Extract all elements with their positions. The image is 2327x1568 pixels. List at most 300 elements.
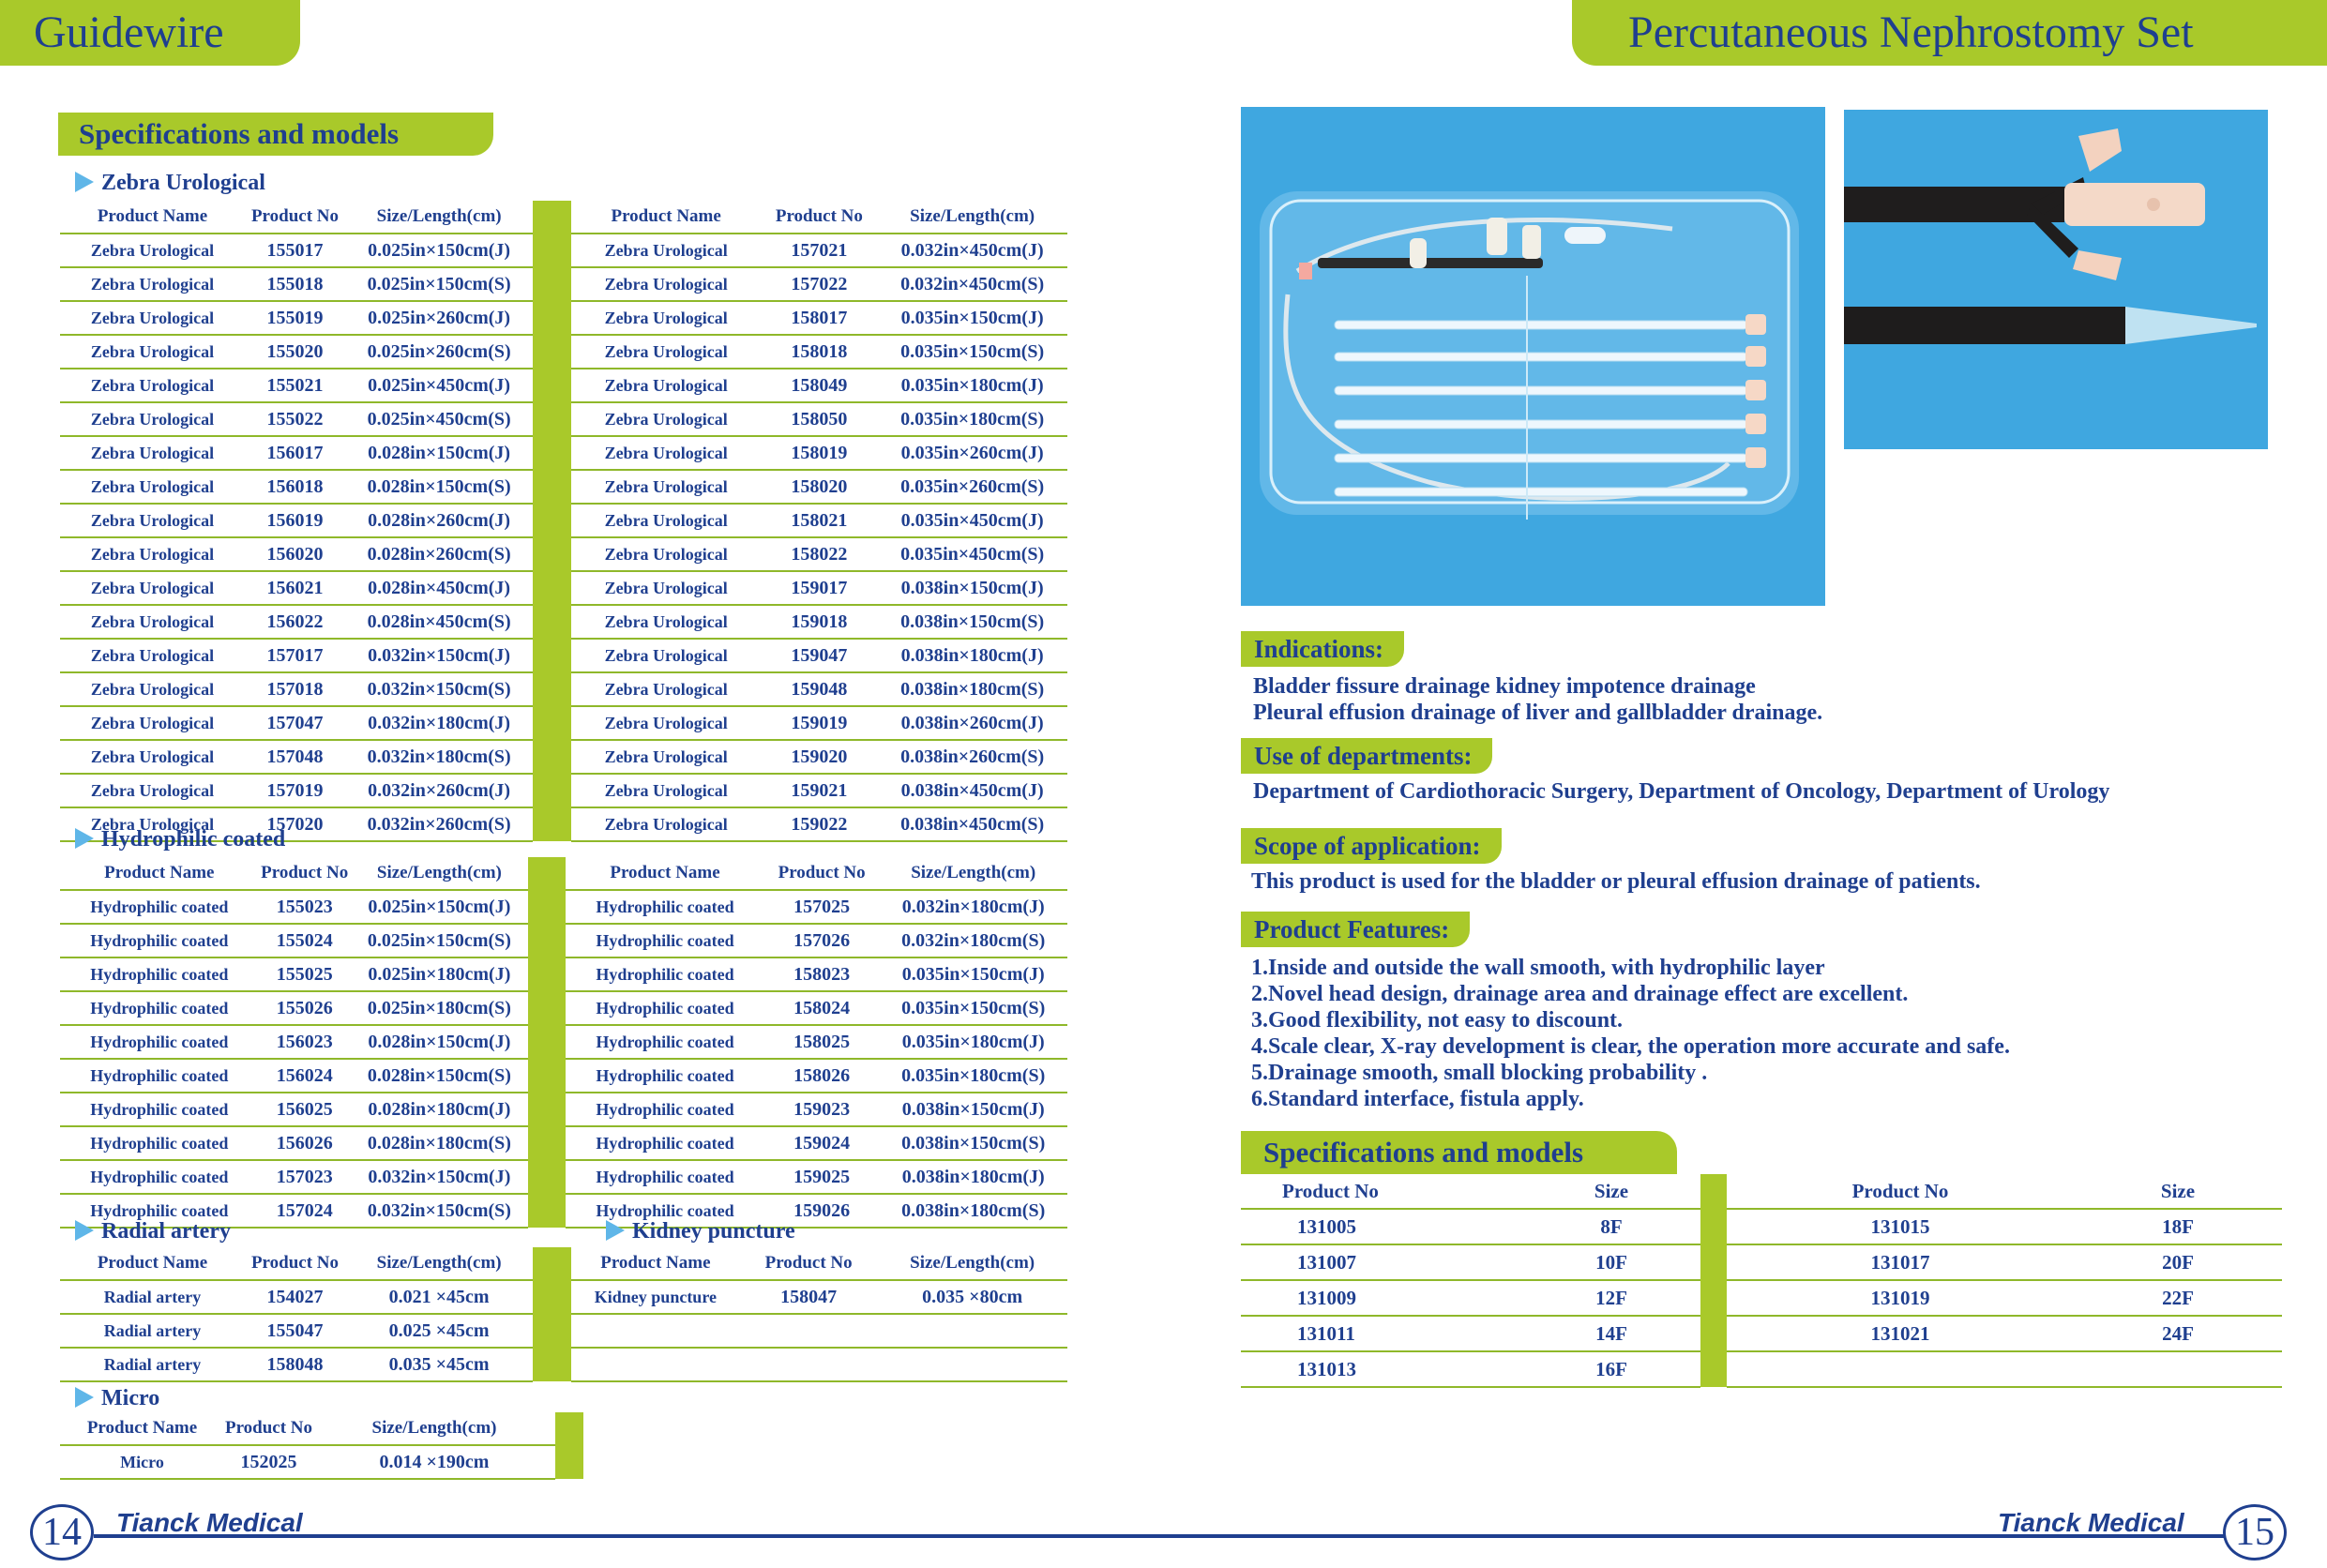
product-no-cell: 158017 bbox=[761, 301, 877, 335]
indication-line: Pleural effusion drainage of liver and gallbladder drainage. bbox=[1253, 701, 1823, 725]
table-row bbox=[60, 672, 1067, 706]
green-divider bbox=[528, 857, 566, 890]
table-row bbox=[60, 301, 1067, 335]
product-no-cell: 131013 bbox=[1241, 1351, 1522, 1387]
size-cell: 0.038in×150cm(J) bbox=[879, 1093, 1067, 1126]
header-product-no: Product No bbox=[1727, 1174, 2074, 1209]
product-no-cell: 131015 bbox=[1727, 1209, 2074, 1244]
product-no-cell: 156025 bbox=[259, 1093, 351, 1126]
green-divider bbox=[533, 807, 571, 841]
product-no-cell: 157047 bbox=[245, 706, 345, 740]
product-name-cell: Zebra Urological bbox=[60, 504, 245, 537]
product-no-cell: 157017 bbox=[245, 639, 345, 672]
green-divider bbox=[533, 1348, 571, 1381]
size-cell: 0.032in×450cm(J) bbox=[877, 234, 1067, 267]
green-divider bbox=[533, 605, 571, 639]
product-kit-illustration bbox=[1241, 107, 1825, 606]
table-row bbox=[60, 1059, 1067, 1093]
table-row bbox=[60, 957, 1067, 991]
header-size: Size/Length(cm) bbox=[877, 1247, 1067, 1280]
product-no-cell: 159026 bbox=[764, 1194, 880, 1228]
product-name-cell: Hydrophilic coated bbox=[60, 1160, 259, 1194]
size-cell: 0.032in×150cm(S) bbox=[345, 672, 533, 706]
size-cell: 0.028in×180cm(J) bbox=[351, 1093, 528, 1126]
triangle-bullet-icon bbox=[75, 828, 94, 849]
product-no-cell: 157048 bbox=[245, 740, 345, 774]
product-name-cell: Hydrophilic coated bbox=[566, 1160, 764, 1194]
table-row bbox=[60, 504, 1067, 537]
product-no-cell: 155019 bbox=[245, 301, 345, 335]
product-no-cell: 159025 bbox=[764, 1160, 880, 1194]
header-product-no: Product No bbox=[764, 857, 880, 890]
zebra-subheading: Zebra Urological bbox=[75, 171, 265, 196]
table-header-row bbox=[60, 201, 1067, 234]
product-name-cell: Zebra Urological bbox=[60, 740, 245, 774]
header-product-no: Product No bbox=[245, 1247, 345, 1280]
product-no-cell: 157026 bbox=[764, 924, 880, 957]
product-no-cell: 159023 bbox=[764, 1093, 880, 1126]
product-no-cell: 157018 bbox=[245, 672, 345, 706]
header-product-no: Product No bbox=[761, 201, 877, 234]
size-cell: 20F bbox=[2074, 1244, 2282, 1280]
product-name-cell: Micro bbox=[60, 1445, 224, 1479]
green-divider bbox=[1700, 1280, 1727, 1316]
size-cell: 12F bbox=[1522, 1280, 1700, 1316]
green-divider bbox=[528, 1194, 566, 1228]
size-cell: 0.025in×180cm(S) bbox=[351, 991, 528, 1025]
size-cell: 0.038in×180cm(J) bbox=[879, 1160, 1067, 1194]
size-cell: 0.032in×180cm(S) bbox=[345, 740, 533, 774]
size-cell: 10F bbox=[1522, 1244, 1700, 1280]
departments-text: Department of Cardiothoracic Surgery, Department of Oncology, Department of Urology bbox=[1253, 779, 2110, 804]
size-cell: 0.025in×180cm(J) bbox=[351, 957, 528, 991]
triangle-bullet-icon bbox=[606, 1220, 625, 1241]
green-divider bbox=[555, 1412, 583, 1445]
size-cell: 8F bbox=[1522, 1209, 1700, 1244]
table-row bbox=[60, 1160, 1067, 1194]
table-row bbox=[60, 924, 1067, 957]
brand-left: Tianck Medical bbox=[116, 1508, 303, 1537]
table-row bbox=[60, 1348, 1067, 1381]
product-no-cell: 159021 bbox=[761, 774, 877, 807]
green-divider bbox=[533, 267, 571, 301]
table-row bbox=[60, 402, 1067, 436]
product-name-cell: Zebra Urological bbox=[571, 335, 762, 369]
green-divider bbox=[533, 639, 571, 672]
product-no-cell bbox=[740, 1348, 877, 1381]
product-no-cell: 158024 bbox=[764, 991, 880, 1025]
green-divider bbox=[533, 234, 571, 267]
size-cell: 0.014 ×190cm bbox=[313, 1445, 555, 1479]
green-divider bbox=[528, 1059, 566, 1093]
micro-subheading: Micro bbox=[75, 1386, 159, 1411]
header-product-no: Product No bbox=[740, 1247, 877, 1280]
product-no-cell: 159022 bbox=[761, 807, 877, 841]
size-cell: 0.028in×150cm(S) bbox=[345, 470, 533, 504]
table-row bbox=[60, 1280, 1067, 1314]
header-product-name: Product Name bbox=[571, 201, 762, 234]
header-size: Size/Length(cm) bbox=[877, 201, 1067, 234]
product-no-cell: 159047 bbox=[761, 639, 877, 672]
green-divider bbox=[1700, 1244, 1727, 1280]
product-name-cell: Hydrophilic coated bbox=[60, 1025, 259, 1059]
table-row bbox=[60, 740, 1067, 774]
size-cell: 0.035 ×45cm bbox=[345, 1348, 533, 1381]
product-name-cell: Zebra Urological bbox=[571, 537, 762, 571]
table-row bbox=[60, 470, 1067, 504]
product-name-cell: Hydrophilic coated bbox=[60, 1059, 259, 1093]
size-cell: 0.035in×180cm(S) bbox=[879, 1059, 1067, 1093]
size-cell: 0.025in×150cm(J) bbox=[351, 890, 528, 924]
product-name-cell: Zebra Urological bbox=[571, 740, 762, 774]
size-cell: 0.035in×180cm(J) bbox=[877, 369, 1067, 402]
size-cell: 0.035in×180cm(S) bbox=[877, 402, 1067, 436]
nephrostomy-spec-table bbox=[1241, 1174, 2282, 1388]
product-no-cell: 155026 bbox=[259, 991, 351, 1025]
product-name-cell: Hydrophilic coated bbox=[60, 924, 259, 957]
header-product-name: Product Name bbox=[566, 857, 764, 890]
green-divider bbox=[533, 436, 571, 470]
green-divider bbox=[528, 1160, 566, 1194]
product-name-cell: Zebra Urological bbox=[571, 504, 762, 537]
size-cell: 0.028in×150cm(J) bbox=[345, 436, 533, 470]
page-number-left: 14 bbox=[30, 1504, 94, 1560]
product-name-cell: Radial artery bbox=[60, 1314, 245, 1348]
product-name-cell: Zebra Urological bbox=[571, 672, 762, 706]
product-name-cell: Zebra Urological bbox=[60, 267, 245, 301]
product-no-cell: 155021 bbox=[245, 369, 345, 402]
feature-item: 1.Inside and outside the wall smooth, with hydrophilic layer bbox=[1251, 956, 1825, 980]
product-no-cell: 157023 bbox=[259, 1160, 351, 1194]
triangle-bullet-icon bbox=[75, 172, 94, 192]
table-row bbox=[60, 571, 1067, 605]
brand-right: Tianck Medical bbox=[1998, 1508, 2184, 1537]
size-cell: 0.028in×150cm(S) bbox=[351, 1059, 528, 1093]
size-cell: 0.025in×150cm(S) bbox=[345, 267, 533, 301]
table-row bbox=[60, 991, 1067, 1025]
size-cell: 0.021 ×45cm bbox=[345, 1280, 533, 1314]
right-section-title: Specifications and models bbox=[1241, 1131, 1677, 1174]
size-cell: 0.035in×150cm(S) bbox=[879, 991, 1067, 1025]
size-cell: 0.038in×260cm(S) bbox=[877, 740, 1067, 774]
product-no-cell: 159020 bbox=[761, 740, 877, 774]
header-size: Size/Length(cm) bbox=[345, 1247, 533, 1280]
green-divider bbox=[1700, 1209, 1727, 1244]
table-row bbox=[60, 1126, 1067, 1160]
product-no-cell: 158021 bbox=[761, 504, 877, 537]
product-name-cell: Zebra Urological bbox=[571, 267, 762, 301]
kidney-subheading: Kidney puncture bbox=[606, 1219, 795, 1244]
green-divider bbox=[533, 369, 571, 402]
product-no-cell: 157019 bbox=[245, 774, 345, 807]
product-no-cell: 155023 bbox=[259, 890, 351, 924]
product-name-cell: Zebra Urological bbox=[60, 605, 245, 639]
feature-item: 2.Novel head design, drainage area and drainage effect are excellent. bbox=[1251, 982, 1909, 1006]
size-cell: 14F bbox=[1522, 1316, 1700, 1351]
product-kit-photo bbox=[1241, 107, 1825, 606]
product-name-cell: Zebra Urological bbox=[571, 605, 762, 639]
size-cell: 0.032in×150cm(S) bbox=[351, 1194, 528, 1228]
product-no-cell: 158023 bbox=[764, 957, 880, 991]
product-name-cell: Kidney puncture bbox=[571, 1280, 740, 1314]
product-no-cell: 158025 bbox=[764, 1025, 880, 1059]
green-divider bbox=[533, 1247, 571, 1280]
size-cell: 0.035in×260cm(J) bbox=[877, 436, 1067, 470]
feature-item: 4.Scale clear, X-ray development is clear, the operation more accurate and safe. bbox=[1251, 1034, 2010, 1059]
product-name-cell: Zebra Urological bbox=[571, 234, 762, 267]
product-name-cell: Zebra Urological bbox=[60, 571, 245, 605]
product-no-cell: 156026 bbox=[259, 1126, 351, 1160]
product-no-cell: 159019 bbox=[761, 706, 877, 740]
product-no-cell: 158020 bbox=[761, 470, 877, 504]
radial-subheading: Radial artery bbox=[75, 1219, 231, 1244]
green-divider bbox=[533, 201, 571, 234]
product-no-cell: 155018 bbox=[245, 267, 345, 301]
green-divider bbox=[533, 571, 571, 605]
size-cell: 0.032in×180cm(J) bbox=[879, 890, 1067, 924]
size-cell: 0.032in×150cm(J) bbox=[351, 1160, 528, 1194]
product-no-cell: 158022 bbox=[761, 537, 877, 571]
size-cell bbox=[877, 1314, 1067, 1348]
catheter-closeup-illustration bbox=[1844, 110, 2268, 449]
product-name-cell: Zebra Urological bbox=[60, 301, 245, 335]
product-no-cell: 131019 bbox=[1727, 1280, 2074, 1316]
product-name-cell: Radial artery bbox=[60, 1280, 245, 1314]
size-cell: 0.035in×450cm(J) bbox=[877, 504, 1067, 537]
product-name-cell: Hydrophilic coated bbox=[566, 890, 764, 924]
green-divider bbox=[533, 537, 571, 571]
product-no-cell: 157022 bbox=[761, 267, 877, 301]
size-cell bbox=[2074, 1351, 2282, 1387]
size-cell: 0.035in×180cm(J) bbox=[879, 1025, 1067, 1059]
size-cell: 0.038in×150cm(S) bbox=[877, 605, 1067, 639]
product-name-cell: Zebra Urological bbox=[60, 672, 245, 706]
size-cell: 0.032in×450cm(S) bbox=[877, 267, 1067, 301]
product-name-cell: Zebra Urological bbox=[60, 706, 245, 740]
product-name-cell: Hydrophilic coated bbox=[566, 1059, 764, 1093]
product-no-cell: 155022 bbox=[245, 402, 345, 436]
green-divider bbox=[528, 924, 566, 957]
product-name-cell: Zebra Urological bbox=[60, 774, 245, 807]
product-name-cell: Zebra Urological bbox=[60, 234, 245, 267]
product-name-cell: Hydrophilic coated bbox=[566, 1025, 764, 1059]
green-divider bbox=[533, 774, 571, 807]
scope-title: Scope of application: bbox=[1241, 828, 1502, 864]
product-no-cell: 157024 bbox=[259, 1194, 351, 1228]
size-cell: 0.028in×150cm(J) bbox=[351, 1025, 528, 1059]
size-cell bbox=[877, 1348, 1067, 1381]
size-cell: 0.035in×150cm(J) bbox=[879, 957, 1067, 991]
header-product-name: Product Name bbox=[60, 1247, 245, 1280]
size-cell: 0.025in×450cm(S) bbox=[345, 402, 533, 436]
page-number-right: 15 bbox=[2223, 1504, 2287, 1560]
product-no-cell: 131021 bbox=[1727, 1316, 2074, 1351]
product-no-cell: 158047 bbox=[740, 1280, 877, 1314]
product-name-cell: Zebra Urological bbox=[571, 402, 762, 436]
product-name-cell: Zebra Urological bbox=[60, 807, 245, 841]
size-cell: 0.032in×180cm(S) bbox=[879, 924, 1067, 957]
table-row bbox=[1241, 1209, 2282, 1244]
table-row bbox=[60, 639, 1067, 672]
green-divider bbox=[533, 740, 571, 774]
green-divider bbox=[533, 335, 571, 369]
size-cell: 24F bbox=[2074, 1316, 2282, 1351]
table-header-row bbox=[60, 1247, 1067, 1280]
header-product-name: Product Name bbox=[571, 1247, 740, 1280]
product-no-cell: 158049 bbox=[761, 369, 877, 402]
green-divider bbox=[1700, 1316, 1727, 1351]
product-name-cell: Hydrophilic coated bbox=[60, 1126, 259, 1160]
product-name-cell: Hydrophilic coated bbox=[566, 1126, 764, 1160]
size-cell: 0.025in×150cm(J) bbox=[345, 234, 533, 267]
indications-text bbox=[1253, 673, 1822, 726]
product-name-cell: Zebra Urological bbox=[571, 706, 762, 740]
green-divider bbox=[533, 504, 571, 537]
size-cell: 0.038in×450cm(S) bbox=[877, 807, 1067, 841]
footer-rule bbox=[94, 1534, 2232, 1538]
product-name-cell: Hydrophilic coated bbox=[60, 957, 259, 991]
size-cell: 0.025in×150cm(S) bbox=[351, 924, 528, 957]
size-cell: 0.025in×450cm(J) bbox=[345, 369, 533, 402]
table-row bbox=[60, 537, 1067, 571]
product-name-cell: Zebra Urological bbox=[60, 436, 245, 470]
table-row bbox=[60, 1314, 1067, 1348]
green-divider bbox=[528, 1025, 566, 1059]
product-no-cell: 131011 bbox=[1241, 1316, 1522, 1351]
table-row bbox=[60, 605, 1067, 639]
feature-item: 5.Drainage smooth, small blocking probability . bbox=[1251, 1061, 1708, 1085]
product-name-cell: Zebra Urological bbox=[60, 537, 245, 571]
size-cell: 0.038in×180cm(S) bbox=[879, 1194, 1067, 1228]
product-name-cell: Hydrophilic coated bbox=[566, 924, 764, 957]
radial-kidney-spec-table bbox=[60, 1247, 1067, 1382]
indications-title: Indications: bbox=[1241, 631, 1404, 667]
size-cell: 0.035in×150cm(S) bbox=[877, 335, 1067, 369]
green-divider bbox=[528, 890, 566, 924]
product-name-cell: Zebra Urological bbox=[60, 470, 245, 504]
product-name-cell: Zebra Urological bbox=[60, 335, 245, 369]
product-no-cell: 154027 bbox=[245, 1280, 345, 1314]
product-name-cell: Zebra Urological bbox=[571, 436, 762, 470]
product-no-cell: 156017 bbox=[245, 436, 345, 470]
green-divider bbox=[533, 1314, 571, 1348]
product-no-cell: 158019 bbox=[761, 436, 877, 470]
table-row bbox=[60, 706, 1067, 740]
product-name-cell: Hydrophilic coated bbox=[566, 1194, 764, 1228]
product-no-cell: 159017 bbox=[761, 571, 877, 605]
product-no-cell: 156019 bbox=[245, 504, 345, 537]
green-divider bbox=[533, 706, 571, 740]
table-row bbox=[60, 267, 1067, 301]
product-no-cell: 131009 bbox=[1241, 1280, 1522, 1316]
product-no-cell: 158026 bbox=[764, 1059, 880, 1093]
table-row bbox=[1241, 1244, 2282, 1280]
size-cell: 0.025in×260cm(S) bbox=[345, 335, 533, 369]
product-no-cell: 156021 bbox=[245, 571, 345, 605]
product-no-cell: 159024 bbox=[764, 1126, 880, 1160]
product-no-cell: 158050 bbox=[761, 402, 877, 436]
product-no-cell: 156020 bbox=[245, 537, 345, 571]
scope-text: This product is used for the bladder or pleural effusion drainage of patients. bbox=[1251, 869, 1981, 894]
product-name-cell bbox=[571, 1348, 740, 1381]
green-divider bbox=[533, 672, 571, 706]
product-name-cell bbox=[571, 1314, 740, 1348]
size-cell: 0.032in×150cm(J) bbox=[345, 639, 533, 672]
table-row bbox=[60, 1025, 1067, 1059]
product-name-cell: Zebra Urological bbox=[571, 369, 762, 402]
header-size: Size bbox=[1522, 1174, 1700, 1209]
table-row bbox=[1241, 1316, 2282, 1351]
size-cell: 0.038in×150cm(J) bbox=[877, 571, 1067, 605]
table-row bbox=[60, 436, 1067, 470]
table-row bbox=[60, 369, 1067, 402]
size-cell: 0.028in×260cm(J) bbox=[345, 504, 533, 537]
product-no-cell: 156022 bbox=[245, 605, 345, 639]
size-cell: 0.028in×260cm(S) bbox=[345, 537, 533, 571]
product-name-cell: Zebra Urological bbox=[60, 639, 245, 672]
table-row bbox=[60, 234, 1067, 267]
catheter-closeup-photo bbox=[1844, 110, 2268, 449]
green-divider bbox=[533, 402, 571, 436]
header-size: Size/Length(cm) bbox=[879, 857, 1067, 890]
header-size: Size/Length(cm) bbox=[351, 857, 528, 890]
size-cell: 0.038in×150cm(S) bbox=[879, 1126, 1067, 1160]
product-no-cell: 155025 bbox=[259, 957, 351, 991]
size-cell: 22F bbox=[2074, 1280, 2282, 1316]
guidewire-banner: Guidewire bbox=[0, 0, 300, 66]
size-cell: 0.038in×180cm(S) bbox=[877, 672, 1067, 706]
product-name-cell: Zebra Urological bbox=[60, 402, 245, 436]
header-product-name: Product Name bbox=[60, 1412, 224, 1445]
header-product-no: Product No bbox=[1241, 1174, 1522, 1209]
product-no-cell: 155020 bbox=[245, 335, 345, 369]
product-no-cell: 131005 bbox=[1241, 1209, 1522, 1244]
product-no-cell: 158048 bbox=[245, 1348, 345, 1381]
triangle-bullet-icon bbox=[75, 1220, 94, 1241]
table-row bbox=[1241, 1351, 2282, 1387]
product-no-cell: 157025 bbox=[764, 890, 880, 924]
product-name-cell: Hydrophilic coated bbox=[566, 957, 764, 991]
features-list bbox=[1251, 955, 2010, 1112]
size-cell: 0.025in×260cm(J) bbox=[345, 301, 533, 335]
header-product-no: Product No bbox=[259, 857, 351, 890]
product-no-cell: 152025 bbox=[224, 1445, 313, 1479]
product-no-cell: 157021 bbox=[761, 234, 877, 267]
product-no-cell bbox=[1727, 1351, 2074, 1387]
table-row bbox=[60, 335, 1067, 369]
green-divider bbox=[555, 1445, 583, 1479]
green-divider bbox=[528, 957, 566, 991]
product-name-cell: Zebra Urological bbox=[571, 639, 762, 672]
micro-spec-table bbox=[60, 1412, 583, 1480]
table-header-row bbox=[60, 857, 1067, 890]
size-cell: 0.032in×260cm(J) bbox=[345, 774, 533, 807]
size-cell: 0.038in×260cm(J) bbox=[877, 706, 1067, 740]
features-title: Product Features: bbox=[1241, 912, 1470, 947]
indication-line: Bladder fissure drainage kidney impotence drainage bbox=[1253, 674, 1756, 699]
triangle-bullet-icon bbox=[75, 1387, 94, 1408]
product-name-cell: Hydrophilic coated bbox=[566, 1093, 764, 1126]
size-cell: 0.035in×150cm(J) bbox=[877, 301, 1067, 335]
header-size: Size/Length(cm) bbox=[313, 1412, 555, 1445]
green-divider bbox=[533, 1280, 571, 1314]
size-cell: 0.025 ×45cm bbox=[345, 1314, 533, 1348]
size-cell: 0.035in×260cm(S) bbox=[877, 470, 1067, 504]
left-section-title: Specifications and models bbox=[58, 113, 493, 156]
product-no-cell: 159018 bbox=[761, 605, 877, 639]
header-product-no: Product No bbox=[224, 1412, 313, 1445]
product-name-cell: Radial artery bbox=[60, 1348, 245, 1381]
